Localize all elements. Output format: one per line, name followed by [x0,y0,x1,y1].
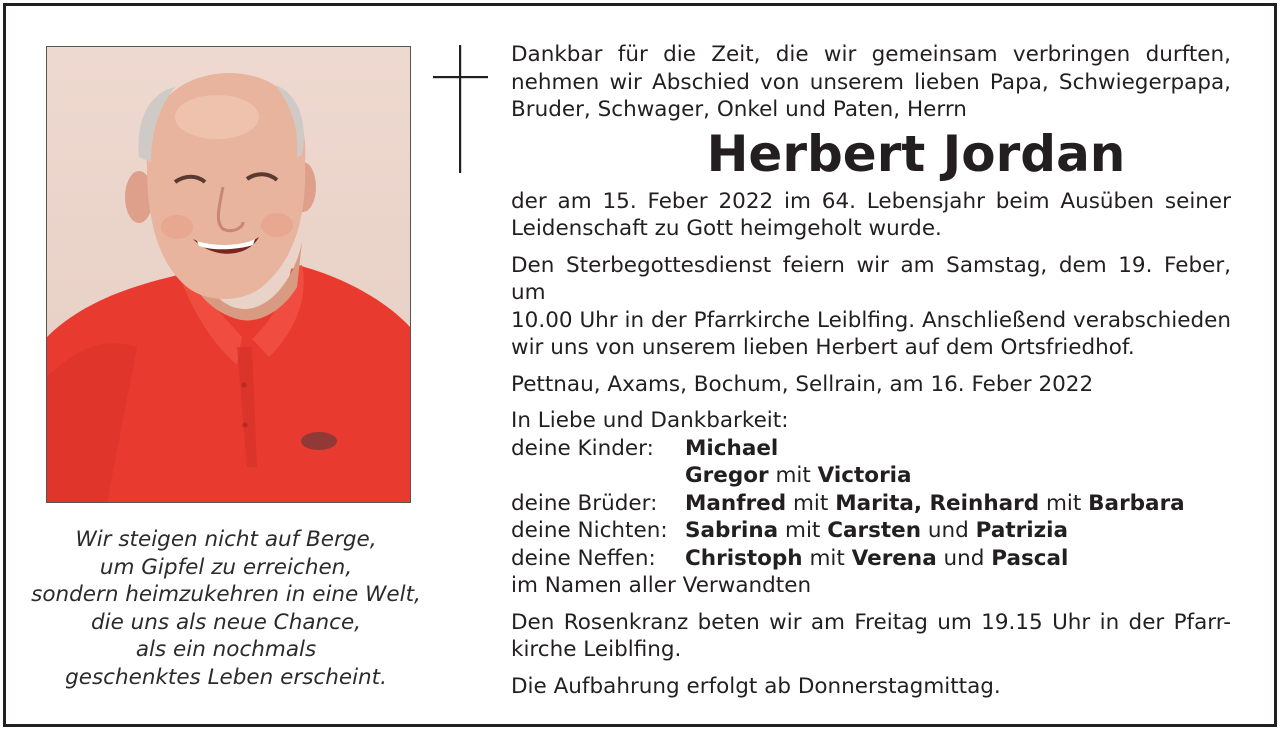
mourners-list [511,435,1231,573]
mourner-name: Manfred [685,490,787,516]
nieces-row [685,517,1231,545]
connector: mit [792,490,829,516]
poem [20,526,432,691]
mourners-heading: In Liebe und Dankbarkeit: [511,408,789,433]
mourner-name: Christoph [685,545,803,571]
mourner-name: Sabrina [685,518,779,543]
connector: und [943,545,985,571]
mourner-name: Gregor [685,463,769,488]
connector: mit [785,518,821,543]
service-line: wir uns von unserem lieben Herbert auf dem Ortsfriedhof. [511,335,1135,360]
place-date: Pettnau, Axams, Bochum, Sellrain, am 16. Feber 2022 [511,371,1094,397]
brothers-row [685,490,1231,518]
empty-label [511,462,685,490]
service-line: 10.00 Uhr in der Pfarrkirche Leiblfing. Anschließend verabschieden [511,307,1231,333]
portrait-photo [46,46,411,503]
rosary-line: Den Rosenkranz beten wir am Freitag um 19.15 Uhr in der Pfarr- [511,609,1231,635]
notice-text [511,41,1231,700]
connector: mit [775,463,811,488]
children-row-1 [685,435,1231,463]
mourner-name: Pascal [991,545,1069,571]
children-label: deine Kinder: [511,435,654,461]
connector: und [927,518,969,543]
nieces-label: deine Nichten: [511,518,668,543]
viewing-line: Die Aufbahrung erfolgt ab Donnerstagmittag. [511,673,1001,699]
intro-line: Bruder, Schwager, Onkel und Paten, Herrn [511,97,967,122]
mourner-name: Patrizia [975,518,1069,543]
rosary-line: kirche Leiblfing. [511,637,682,662]
poem-line: als ein nochmals [135,637,317,662]
brothers-label: deine Brüder: [511,490,658,516]
deceased-name: Herbert Jordan [706,124,1126,183]
poem-line: Wir steigen nicht auf Berge, [75,527,377,552]
mourner-name: Barbara [1088,490,1185,516]
intro-line: Dankbar für die Zeit, die wir gemeinsam verbringen durften, [511,42,1231,67]
intro-line: nehmen wir Abschied von unserem lieben Papa, Schwiegerpapa, [511,69,1231,95]
mourner-name: Victoria [817,463,912,488]
poem-line: geschenktes Leben erscheint. [65,664,387,690]
connector: mit [809,545,845,571]
poem-line: die uns als neue Chance, [90,609,362,635]
mourner-name: Verena [851,545,937,571]
service-line: Den Sterbegottesdienst feiern wir am Samstag, dem 19. Feber, um [511,252,1231,305]
nephews-row [685,545,1231,573]
cross-icon [433,45,488,173]
children-row-2 [685,462,1231,490]
mourner-name: Marita, Reinhard [835,490,1040,516]
poem-line: um Gipfel zu erreichen, [99,554,353,580]
mourner-name: Carsten [827,518,922,543]
nephews-label: deine Neffen: [511,545,656,571]
death-notice-line: Leidenschaft zu Gott heimgeholt wurde. [511,216,942,241]
relatives-line: im Namen aller Verwandten [511,573,812,598]
mourner-name: Michael [685,435,779,461]
poem-line: sondern heimzukehren in eine Welt, [31,582,421,607]
death-notice-line: der am 15. Feber 2022 im 64. Lebensjahr beim Ausüben seiner [511,188,1231,214]
connector: mit [1045,490,1082,516]
